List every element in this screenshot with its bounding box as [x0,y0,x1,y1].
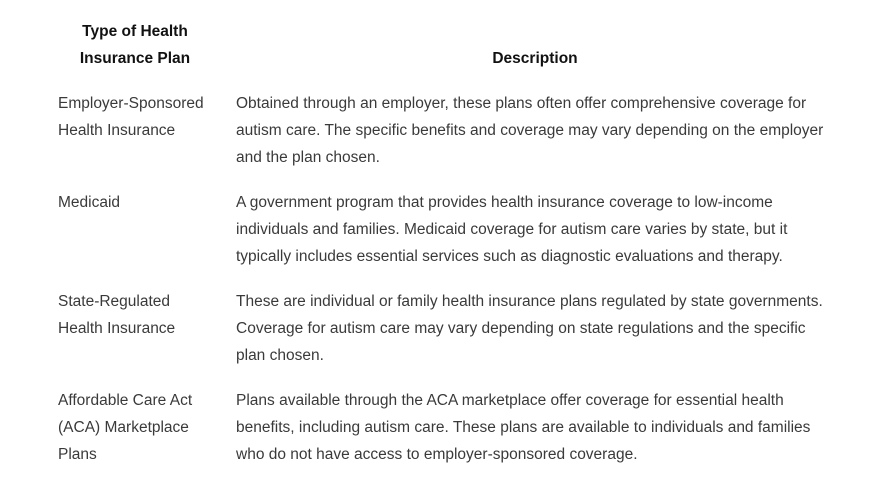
plan-type-cell: State-Regulated Health Insurance [58,293,176,337]
table-row [46,381,846,480]
table-row [46,84,846,183]
plan-type-cell: Affordable Care Act (ACA) Marketplace Plans [58,392,193,463]
table-row [46,183,846,282]
plan-description-cell: Obtained through an employer, these plans often offer comprehensive coverage for autism care. The specific benefits and coverage may vary depending on the employer and the plan chosen. [236,95,824,166]
plan-description-cell: A government program that provides health insurance coverage to low-income individuals and families. Medicaid coverage for autism care varies by state, but it typically includes essential services such as diagnostic evaluations and therapy. [236,194,788,265]
table-header-row [46,12,846,84]
insurance-plans-table [46,12,846,480]
header-description: Description [492,50,578,67]
plan-type-cell: Medicaid [58,194,121,211]
plan-type-cell: Employer-Sponsored Health Insurance [58,95,204,139]
plan-description-cell: These are individual or family health insurance plans regulated by state governments. Coverage for autism care may vary depending on state regulations and the specific plan chosen. [236,293,823,364]
table-row [46,282,846,381]
header-plan-type: Type of Health Insurance Plan [79,23,191,67]
plan-description-cell: Plans available through the ACA marketplace offer coverage for essential health benefits, including autism care. These plans are available to individuals and families who do not have access to employer-sponsored coverage. [236,392,811,463]
